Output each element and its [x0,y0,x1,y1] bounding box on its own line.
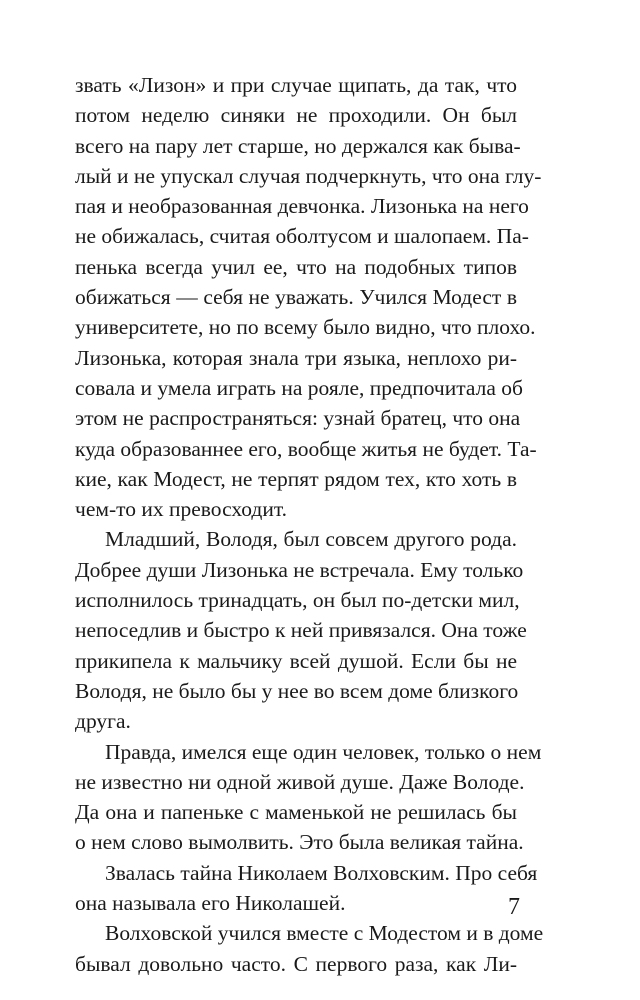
text-line: Да она и папеньке с маменькой не решилась бы [75,800,517,825]
text-line: непоседлив и быстро к ней привязался. Она тоже [75,618,527,643]
paragraph-4 [75,858,538,919]
text-line: Младший, Володя, был совсем другого рода. [105,527,517,552]
text-line: она называла его Николашей. [75,891,346,916]
text-line: не известно ни одной живой душе. Даже Володе. [75,769,525,794]
text-line: о нем слово вымолвить. Это была великая тайна. [75,830,524,855]
paragraph-5 [75,918,544,979]
text-line: Володя, не было бы у нее во всем доме близкого [75,678,519,703]
text-line: не обижалась, считая оболтусом и шалопаем. Па- [75,224,529,249]
paragraph-3 [75,737,542,858]
text-line: потом неделю синяки не проходили. Он был [75,103,517,128]
text-line: звать «Лизон» и при случае щипать, да так, что [75,73,517,97]
page-number: 7 [508,894,520,920]
text-line: бывал довольно часто. С первого раза, как Ли- [75,951,517,976]
text-line: Лизонька, которая знала три языка, неплохо ри- [75,345,517,370]
text-line: всего на пару лет старше, но держался как быва- [75,133,521,158]
text-line: Волховской учился вместе с Модестом и в доме [105,921,544,946]
paragraph-1 [75,70,542,524]
text-line: совала и умела играть на рояле, предпочитала об [75,375,523,400]
text-line: друга. [75,709,131,734]
text-line: Звалась тайна Николаем Волховским. Про себя [105,860,538,885]
page-text-body [75,70,544,979]
text-line: обижаться — себя не уважать. Учился Модест в [75,285,517,310]
text-line: Добрее души Лизонька не встречала. Ему только [75,557,524,582]
text-line: чем-то их превосходит. [75,497,287,522]
text-line: университете, но по всему было видно, что плохо. [75,315,536,340]
text-line: кие, как Модест, не терпят рядом тех, кто хоть в [75,466,517,491]
text-line: пая и необразованная девчонка. Лизонька на него [75,194,529,219]
text-line: пенька всегда учил ее, что на подобных типов [75,254,517,279]
paragraph-2 [75,524,527,736]
text-line: лый и не упускал случая подчеркнуть, что она глу- [75,163,542,188]
text-line: исполнилось тринадцать, он был по-детски мил, [75,588,520,613]
text-line: прикипела к мальчику всей душой. Если бы не [75,648,517,673]
text-line: этом не распространяться: узнай братец, что она [75,406,521,431]
text-line: Правда, имелся еще один человек, только о нем [105,739,542,764]
text-line: куда образованнее его, вообще житья не будет. Та- [75,436,537,461]
